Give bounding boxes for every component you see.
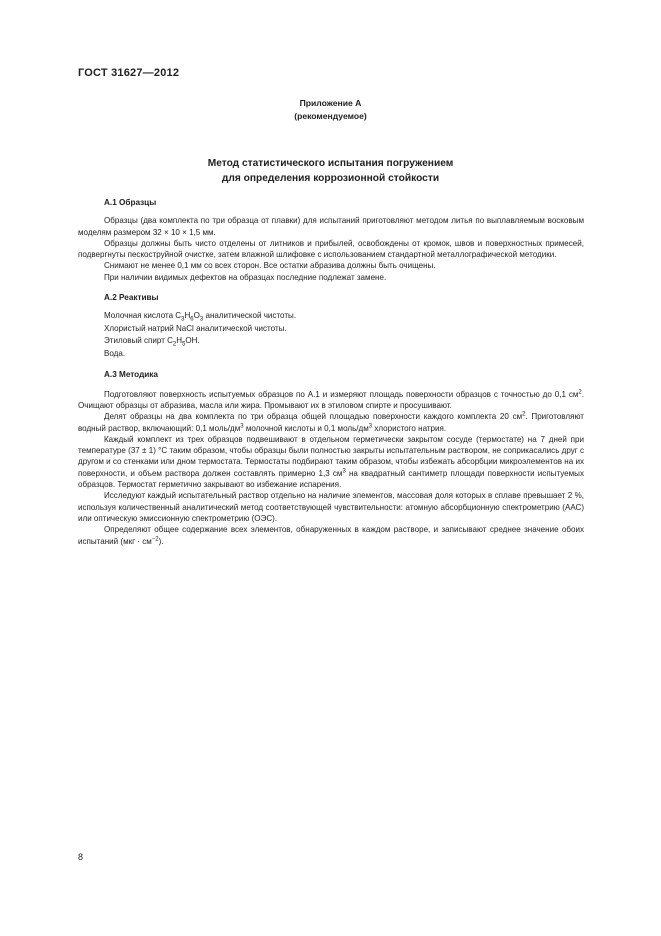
title-line-1: Метод статистического испытания погружением	[207, 158, 454, 169]
section-a3-paragraph-2: Делят образцы на два комплекта по три образца общей площадью поверхности каждого комплекта 20 $см^2$. Приготовляют водный раствор, включающий: 0,1 моль/$дм^3$ молочной кислоты и 0,1 моль/$дм^3$ хлористого натрия.	[78, 411, 584, 433]
reagent-ethanol: Этиловый спирт $C_2H_5OH$.	[104, 336, 200, 348]
annex-heading	[0, 97, 661, 123]
standard-designation: ГОСТ 31627—2012	[78, 67, 180, 79]
section-a3-heading: А.3 Методика	[104, 370, 158, 380]
section-a1-paragraph-1: Образцы (два комплекта по три образца от плавки) для испытаний приготовляют методом литья по выплавляемым восковым моделям размером 32 × 10 × 1,5 мм.	[78, 216, 584, 237]
page-number: 8	[78, 852, 84, 862]
reagent-water: Вода.	[104, 348, 126, 358]
document-body	[78, 197, 584, 547]
reagent-sodium-chloride: Хлористый натрий NaCl аналитической чистоты.	[104, 323, 287, 333]
section-a3	[78, 369, 584, 546]
section-a2-heading: А.2 Реактивы	[104, 293, 159, 303]
reagent-lactic-acid: Молочная кислота $C_3H_6O_3$ аналитической чистоты.	[104, 311, 297, 323]
document-title	[0, 156, 661, 186]
section-a3-paragraph-4: Исследуют каждый испытательный раствор отдельно на наличие элементов, массовая доля которых в сплаве превышает 2 %, используя количественный аналитический метод соответствующей чувствительности: атомную абсорбционную спектрометрию (ААС) или оптическую эмиссионную спектрометрию (ОЭС).	[78, 491, 584, 523]
annex-title: Приложение А	[299, 98, 362, 108]
section-a1-paragraph-4: При наличии видимых дефектов на образцах последние подлежат замене.	[104, 272, 387, 282]
annex-status: (рекомендуемое)	[294, 111, 367, 121]
section-a2	[78, 292, 584, 360]
section-a3-paragraph-5: Определяют общее содержание всех элементов, обнаруженных в каждом растворе, и записывают среднее значение обоих испытаний $(мкг \cdot см^{-2})$.	[78, 525, 584, 546]
section-a3-paragraph-1: Подготовляют поверхность испытуемых образцов по А.1 и измеряют площадь поверхности образцов с точностью до 0,1 $см^2$. Очищают образцы от абразива, масла или жира. Промывают их в этиловом спирте и просушивают.	[78, 389, 584, 410]
section-a1-heading: А.1 Образцы	[104, 198, 157, 207]
section-a1-paragraph-3: Снимают не менее 0,1 мм со всех сторон. Все остатки абразива должны быть очищены.	[104, 261, 436, 271]
section-a3-paragraph-3: Каждый комплект из трех образцов подвешивают в отдельном герметически закрытом сосуде (термостате) на 7 дней при температуре (37 ± 1) °С таким образом, чтобы образцы были полностью закрыты испытательным раствором, не соприкасались друг с другом и со стенками или дном термостата. Термостаты подбирают таким образом, чтобы избежать абсорбции микроэлементов на их поверхности, и объем раствора должен составлять примерно 1,3 $см^3$ на квадратный сантиметр площади поверхности испытуемых образцов. Термостат герметично закрывают во избежание испарения.	[78, 434, 584, 490]
section-a1-paragraph-2: Образцы должны быть чисто отделены от литников и прибылей, освобождены от кромок, швов и поверхностных примесей, подвергнуты пескоструйной очистке, затем влажной шлифовке с использованием стандартной металлографической методики.	[78, 238, 584, 260]
title-line-2: для определения коррозионной стойкости	[221, 173, 440, 184]
section-a1	[78, 197, 584, 283]
